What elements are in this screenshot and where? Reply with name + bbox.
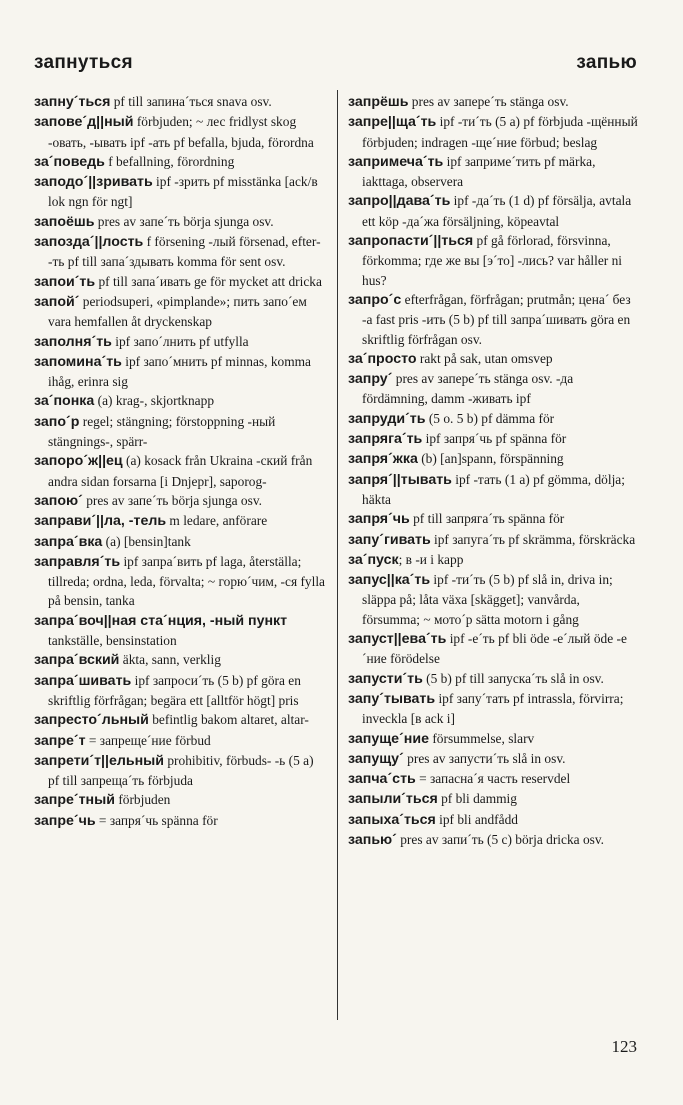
dictionary-entry — [348, 409, 640, 429]
dictionary-entry — [34, 511, 326, 531]
dictionary-entry — [348, 470, 640, 510]
dictionary-entry — [34, 232, 326, 272]
entry-headword: за´пуск — [348, 551, 399, 568]
entry-definition: ipf запуга´ть pf skrämma, förskräcka — [430, 531, 636, 547]
entry-headword: запра´вский — [34, 652, 120, 669]
entry-headword: за´понка — [34, 393, 95, 410]
entry-definition: pf gå förlorad, försvinna, förkomma; где же вы [э´то] -лись? var håller ni hus? — [362, 233, 622, 288]
entry-definition: ipf запу´тать pf intrassla, förvirra; inveckla [в ack i] — [362, 690, 624, 727]
entry-definition: pres av запере´ть stänga osv. — [408, 94, 569, 109]
entry-headword: запу´тывать — [348, 690, 436, 707]
entry-definition: m ledare, anförare — [166, 513, 268, 529]
entry-headword: запыли´ться — [348, 791, 438, 808]
entry-definition: ipf -ти´ть (5 b) pf slå in, driva in; släppa på; låta växa [skägget]; vanvårda, försumma; ~ мото´р sätta motorn i gång — [362, 572, 613, 627]
entry-definition: ; в -и i kapp — [398, 551, 464, 567]
entry-definition: regel; stängning; förstoppning -ный stängnings-, spärr- — [48, 413, 276, 450]
entry-headword: запряга´ть — [348, 431, 423, 448]
entry-definition: ipf -ти´ть (5 a) pf förbjuda -щённый förbjuden; indragen -ще´ние förbud; beslag — [362, 114, 638, 150]
entry-definition: pf till запряга´ть spänna för — [409, 511, 565, 527]
dictionary-entry — [34, 710, 326, 730]
entry-definition: ipf запо´лнить pf utfylla — [111, 333, 249, 349]
dictionary-entry — [34, 412, 326, 452]
dictionary-entry — [348, 550, 640, 570]
entry-definition: (a) kosack från Ukraina -ский från andra sidan forsarna [i Dnjepr], saporog- — [48, 453, 313, 489]
dictionary-entry — [34, 332, 326, 352]
entry-headword: за´поведь — [34, 153, 105, 170]
dictionary-entry — [34, 391, 326, 411]
entry-headword: запове´д||ный — [34, 114, 134, 131]
entry-headword: запну´ться — [34, 94, 111, 110]
entry-definition: befintlig bakom altaret, altar- — [148, 712, 309, 728]
dictionary-entry — [348, 629, 640, 669]
dictionary-entry — [34, 611, 326, 651]
dictionary-entry — [348, 449, 640, 469]
entry-definition: periodsuperi, «pimplande»; пить запо´ем vara hemfallen åt dryckenskap — [48, 293, 307, 330]
entry-definition: ipf -да´ть (1 d) pf försälja, avtala ett köp -да´жа försäljning, köpeavtal — [362, 193, 632, 229]
dictionary-entry — [34, 451, 326, 491]
entry-definition: ipf запо´мнить pf minnas, komma ihåg, erinra sig — [48, 353, 311, 390]
dictionary-entry — [34, 650, 326, 670]
entry-headword: запря´чь — [348, 511, 410, 528]
dictionary-entry — [34, 671, 326, 711]
left-column — [34, 92, 326, 1030]
entry-definition: efterfrågan, förfrågan; prutmån; цена´ без -а fast pris -ить (5 b) pf till запра´шивать göra en skriftlig förfrågan osv. — [362, 291, 631, 347]
entry-definition: pres av запи´ть (5 c) börja dricka osv. — [396, 831, 605, 847]
entry-definition: = запря´чь spänna för — [95, 812, 218, 828]
entry-definition: (5 b) pf till запуска´ть slå in osv. — [422, 670, 604, 686]
entry-headword: запря´жка — [348, 451, 418, 468]
right-column — [348, 92, 640, 1030]
entry-headword: запусти´ть — [348, 670, 423, 687]
entry-headword: заподо´||зривать — [34, 174, 153, 191]
dictionary-entry — [348, 749, 640, 769]
column-divider — [337, 90, 338, 1020]
entry-headword: запу´гивать — [348, 531, 431, 548]
entry-definition: förbjuden — [114, 792, 171, 808]
dictionary-entry — [348, 152, 640, 192]
entry-definition: pf till запина´ться snava osv. — [110, 94, 272, 109]
entry-definition: ipf запря´чь pf spänna för — [422, 431, 567, 447]
entry-definition: tankställe, bensinstation — [48, 633, 177, 649]
dictionary-entry — [34, 272, 326, 292]
dictionary-entry — [34, 731, 326, 751]
entry-headword: запропасти´||ться — [348, 233, 474, 250]
entry-headword: запча´сть — [348, 771, 416, 788]
dictionary-entry — [348, 429, 640, 449]
entry-definition: (a) krag-, skjortknapp — [94, 393, 215, 409]
entry-headword: запью´ — [348, 831, 397, 848]
running-head-left: запнуться — [34, 52, 133, 73]
entry-headword: запра´воч||ная ста´нция, -ный пункт — [34, 612, 288, 629]
entry-definition: ipf запра´вить pf laga, återställa; tillreda; ordna, leda, förvalta; ~ горю´чим, -ся fylla på bensin, tanka — [48, 553, 325, 609]
entry-headword: заправи´||ла, -тель — [34, 513, 167, 530]
entry-definition: äkta, sann, verklig — [119, 652, 221, 668]
entry-headword: запре´тный — [34, 792, 115, 809]
dictionary-entry — [348, 530, 640, 550]
entry-headword: запруди´ть — [348, 410, 426, 427]
entry-headword: запре||ща´ть — [348, 114, 437, 131]
page-number: 123 — [611, 1037, 637, 1056]
entry-headword: запыха´ться — [348, 811, 436, 828]
dictionary-entry — [34, 532, 326, 552]
dictionary-entry — [34, 92, 326, 112]
entry-definition: rakt på sak, utan omsvep — [416, 350, 553, 366]
dictionary-entry — [348, 769, 640, 789]
entry-definition: (a) [bensin]tank — [102, 533, 191, 549]
entry-definition: ipf заприме´тить pf märka, iakttaga, observera — [362, 153, 596, 190]
dictionary-entry — [348, 191, 640, 231]
entry-headword: запрети´т||ельный — [34, 752, 165, 769]
entry-headword: запус||ка´ть — [348, 572, 431, 589]
dictionary-entry — [348, 689, 640, 729]
entry-headword: запря´||тывать — [348, 471, 452, 488]
dictionary-entry — [34, 811, 326, 831]
dictionary-entry — [348, 231, 640, 290]
entry-definition: (5 o. 5 b) pf dämma för — [425, 410, 555, 426]
dictionary-entry — [348, 112, 640, 152]
dictionary-entry — [34, 552, 326, 611]
entry-definition: pf bli dammig — [437, 791, 517, 807]
dictionary-entry — [348, 290, 640, 349]
entry-definition: f befallning, förordning — [104, 153, 235, 169]
entry-headword: запрёшь — [348, 94, 409, 110]
dictionary-entry — [348, 669, 640, 689]
entry-headword: запре´чь — [34, 812, 96, 829]
entry-headword: запуще´ние — [348, 730, 429, 747]
entry-headword: запоро´ж||ец — [34, 453, 123, 470]
dictionary-entry — [34, 292, 326, 332]
entry-definition: ipf запроси´ть (5 b) pf göra en skriftlig förfrågan; begära ett [alltför högt] pris — [48, 672, 301, 708]
entry-headword: запримеча´ть — [348, 153, 444, 170]
running-head-right: запью — [576, 52, 637, 73]
dictionary-entry — [348, 349, 640, 369]
dictionary-entry — [34, 112, 326, 152]
entry-definition: pres av запе´ть börja sjunga osv. — [82, 492, 263, 508]
dictionary-entry — [34, 751, 326, 791]
entry-definition: pres av запусти´ть slå in osv. — [403, 750, 566, 766]
entry-headword: заполня´ть — [34, 333, 112, 350]
entry-headword: запой´ — [34, 293, 80, 310]
entry-definition: förbjuden; ~ лес fridlyst skog -овать, -ывать ipf -ать pf befalla, bjuda, förordna — [48, 114, 314, 150]
entry-headword: запру´ — [348, 371, 393, 388]
entry-headword: запомина´ть — [34, 353, 122, 370]
entry-definition: pres av запере´ть stänga osv. -да fördämning, damm -живать ipf — [362, 371, 574, 407]
dictionary-entry — [34, 172, 326, 212]
dictionary-entry — [348, 810, 640, 830]
dictionary-entry — [348, 92, 640, 112]
entry-definition: ipf bli andfådd — [435, 811, 518, 827]
entry-headword: запою´ — [34, 492, 83, 509]
entry-headword: запро||дава´ть — [348, 193, 451, 210]
dictionary-entry — [34, 352, 326, 392]
dictionary-entry — [34, 212, 326, 232]
dictionary-entry — [348, 509, 640, 529]
dictionary-entry — [348, 369, 640, 409]
dictionary-entry — [34, 152, 326, 172]
dictionary-entry — [348, 570, 640, 629]
dictionary-entry — [34, 491, 326, 511]
entry-headword: запре´т — [34, 732, 86, 749]
entry-definition: försummelse, slarv — [428, 730, 535, 746]
entry-headword: запо´р — [34, 413, 80, 430]
entry-headword: запозда´||лость — [34, 234, 144, 251]
entry-headword: запра´шивать — [34, 672, 132, 689]
dictionary-entry — [348, 830, 640, 850]
entry-headword: запресто´льный — [34, 712, 149, 729]
entry-definition: pf till запа´ивать ge för mycket att dricka — [95, 273, 322, 289]
entry-definition: (b) [an]spann, förspänning — [417, 451, 564, 467]
entry-headword: запои´ть — [34, 273, 96, 290]
entry-definition: = запасна´я часть reservdel — [415, 771, 571, 787]
entry-definition: ipf -тать (1 a) pf gömma, dölja; häkta — [362, 471, 625, 507]
entry-definition: ipf -зрить pf misstänka [ack/в lok ngn för ngt] — [48, 174, 318, 210]
dictionary-entry — [348, 789, 640, 809]
dictionary-entry — [34, 790, 326, 810]
entry-headword: запуст||ева´ть — [348, 631, 447, 648]
entry-definition: = запреще´ние förbud — [85, 732, 211, 748]
entry-definition: pres av запе´ть börja sjunga osv. — [94, 213, 274, 229]
entry-headword: за´просто — [348, 350, 417, 367]
entry-headword: запущу´ — [348, 750, 404, 767]
entry-definition: f försening -лый försenad, efter- -ть pf till запа´здывать komma för sent osv. — [48, 234, 321, 270]
entry-definition: ipf -е´ть pf bli öde -е´лый öde -е´ние förödelse — [362, 631, 627, 667]
entry-headword: запра´вка — [34, 533, 103, 550]
entry-headword: заправля´ть — [34, 553, 121, 570]
entry-definition: prohibitiv, förbuds- -ь (5 a) pf till запреща´ть förbjuda — [48, 752, 314, 789]
entry-headword: запоёшь — [34, 213, 95, 230]
dictionary-entry — [348, 729, 640, 749]
entry-headword: запро´с — [348, 291, 402, 308]
